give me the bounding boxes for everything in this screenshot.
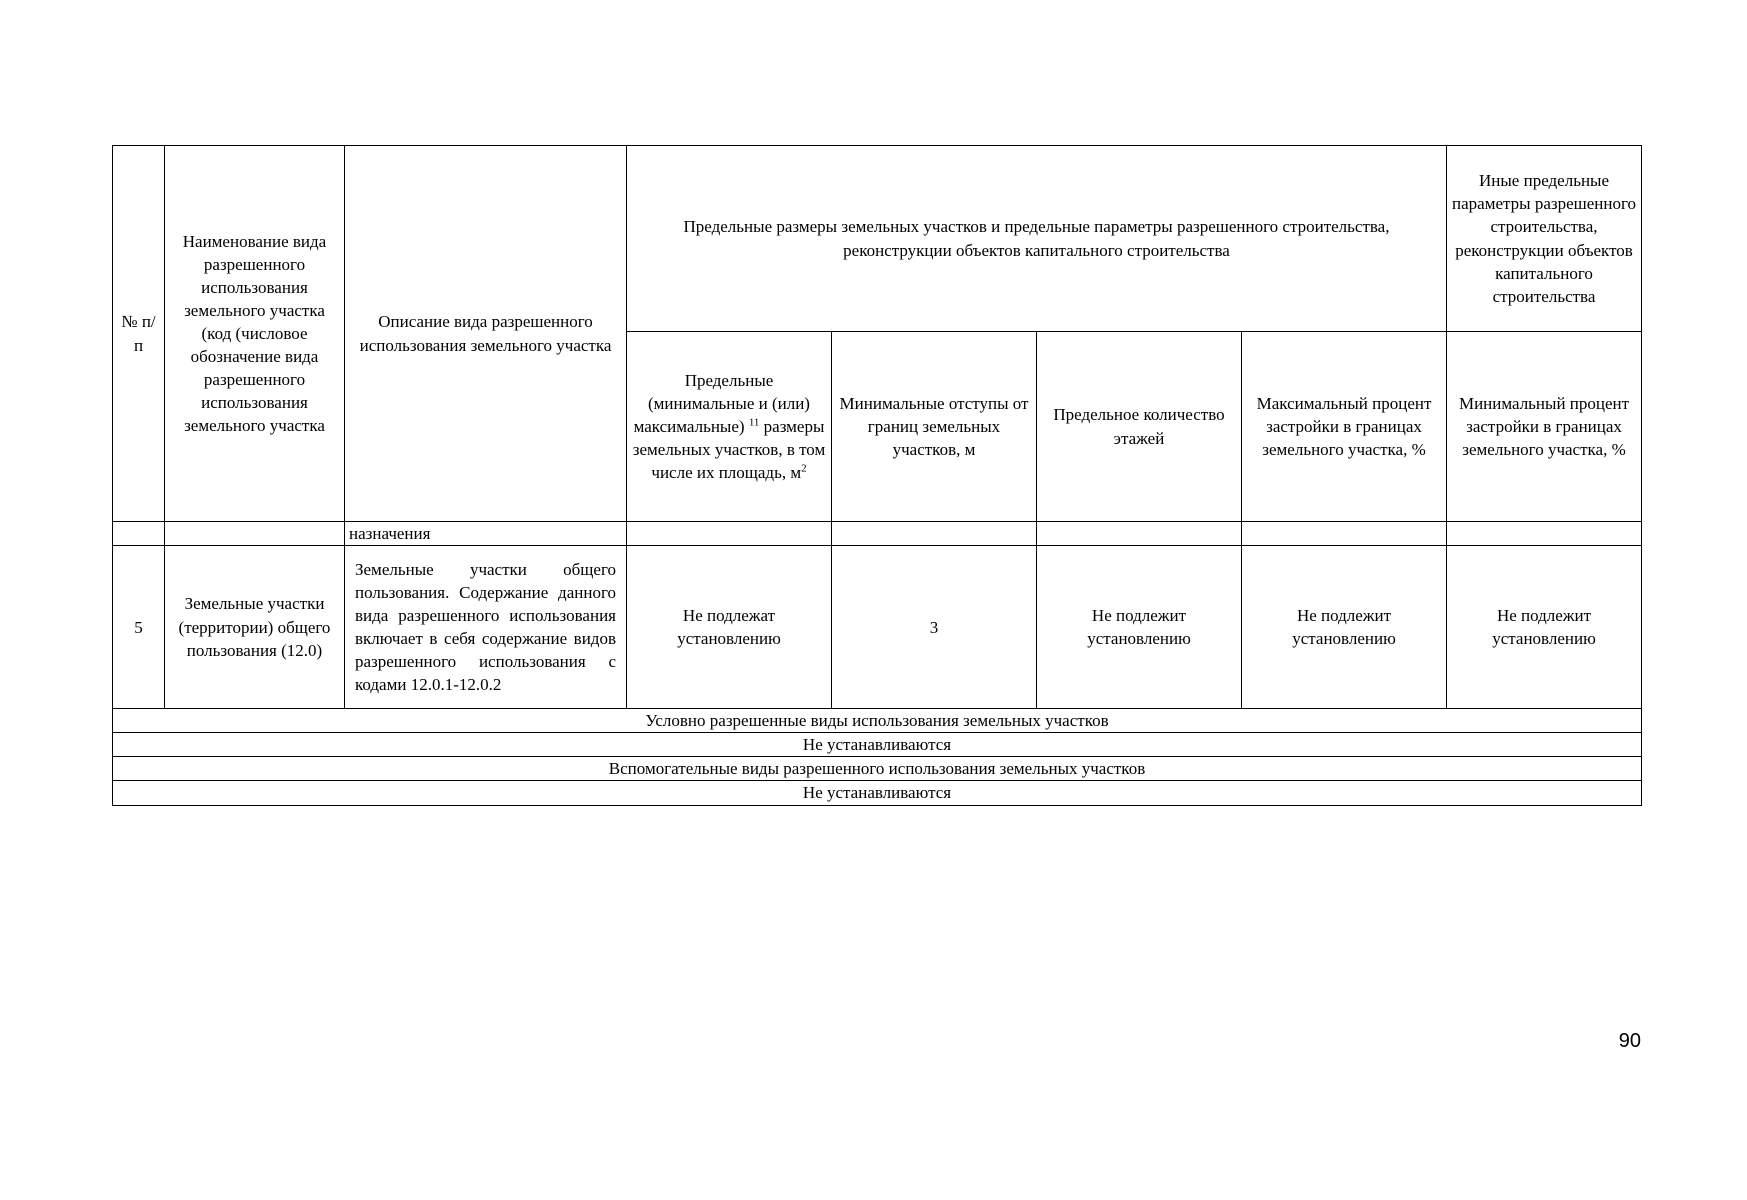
row-setbacks: 3 xyxy=(832,546,1037,709)
auxiliary-value-row xyxy=(113,781,1642,805)
header-min-setbacks: Минимальные отступы от границ земельных участков, м xyxy=(832,332,1037,522)
header-plot-sizes xyxy=(627,332,832,522)
row-use-description: Земельные участки общего пользования. Содержание данного вида разрешенного использования включает в себя содержание видов разрешенного использования с кодами 12.0.1-12.0.2 xyxy=(345,546,627,709)
row-min-build-percent: Не подлежит установлению xyxy=(1447,546,1642,709)
header-plot-sizes-main: Предельные (минимальные и (или) максимальные) xyxy=(633,370,810,436)
conditional-heading-row xyxy=(113,709,1642,733)
conditional-uses-value: Не устанавливаются xyxy=(113,733,1642,757)
unit-power: 2 xyxy=(801,462,807,475)
continuation-row xyxy=(113,522,1642,546)
cont-cell-description: назначения xyxy=(345,522,627,546)
header-limits-group: Предельные размеры земельных участков и предельные параметры разрешенного строительства, реконструкции объектов капитального строительства xyxy=(627,146,1447,332)
table-row xyxy=(113,546,1642,709)
row-max-build-percent: Не подлежит установлению xyxy=(1242,546,1447,709)
auxiliary-uses-heading: Вспомогательные виды разрешенного использования земельных участков xyxy=(113,757,1642,781)
row-number: 5 xyxy=(113,546,165,709)
header-floor-limit: Предельное количество этажей xyxy=(1037,332,1242,522)
cont-cell-sizes xyxy=(627,522,832,546)
cont-cell-name xyxy=(165,522,345,546)
auxiliary-heading-row xyxy=(113,757,1642,781)
conditional-value-row xyxy=(113,733,1642,757)
header-use-description: Описание вида разрешенного использования земельного участка xyxy=(345,146,627,522)
auxiliary-uses-value: Не устанавливаются xyxy=(113,781,1642,805)
header-max-build-percent: Максимальный процент застройки в границах земельного участка, % xyxy=(1242,332,1447,522)
header-number: № п/п xyxy=(113,146,165,522)
header-other-parameters: Иные предельные параметры разрешенного строительства, реконструкции объектов капитального строительства xyxy=(1447,146,1642,332)
cont-cell-setbacks xyxy=(832,522,1037,546)
cont-cell-floors xyxy=(1037,522,1242,546)
footnote-marker: 11 xyxy=(748,416,760,429)
row-plot-sizes: Не подлежат установлению xyxy=(627,546,832,709)
cont-cell-min-build xyxy=(1447,522,1642,546)
header-min-build-percent: Минимальный процент застройки в границах земельного участка, % xyxy=(1447,332,1642,522)
header-use-name: Наименование вида разрешенного использования земельного участка (код (числовое обозначение вида разрешенного использования земельного участка xyxy=(165,146,345,522)
cont-cell-max-build xyxy=(1242,522,1447,546)
header-row-1 xyxy=(113,146,1642,332)
land-use-regulations-table xyxy=(112,145,1642,806)
conditional-uses-heading: Условно разрешенные виды использования земельных участков xyxy=(113,709,1642,733)
header-plot-sizes-rest: размеры земельных участков, в том числе их площадь, м xyxy=(632,416,826,483)
row-floor-limit: Не подлежит установлению xyxy=(1037,546,1242,709)
row-use-name: Земельные участки (территории) общего пользования (12.0) xyxy=(165,546,345,709)
cont-cell-number xyxy=(113,522,165,546)
page-number: 90 xyxy=(1618,1030,1641,1052)
